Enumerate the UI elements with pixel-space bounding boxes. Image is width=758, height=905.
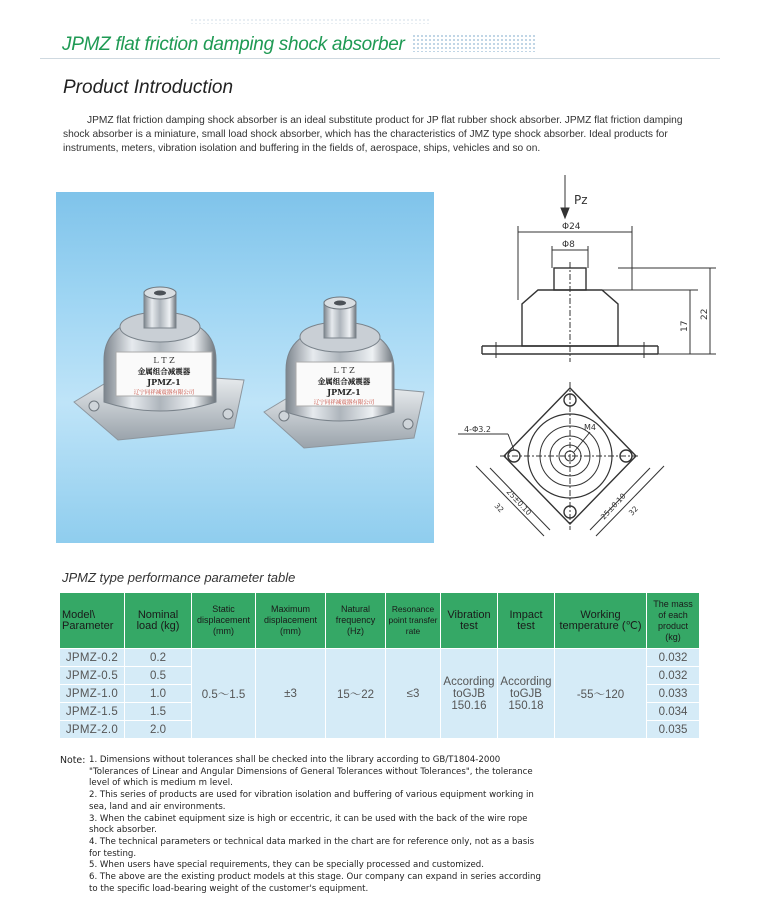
header-nominal-load: Nominal load (kg) xyxy=(125,593,192,649)
cell-transfer-rate: ≤3 xyxy=(386,649,441,739)
header-decoration-faint xyxy=(190,18,430,24)
cell-model: JPMZ-0.2 xyxy=(60,649,125,667)
section-title-product-introduction: Product Introduction xyxy=(63,77,234,98)
photo-label-model-right: JPMZ-1 xyxy=(327,387,361,397)
drawing-dia-outer: Φ24 xyxy=(562,222,581,232)
header-static-displacement: Static displacement (mm) xyxy=(192,593,256,649)
notes-label: Note: xyxy=(60,755,86,766)
performance-parameter-table xyxy=(59,592,700,739)
cell-model: JPMZ-1.5 xyxy=(60,703,125,721)
cell-temperature: -55～120 xyxy=(555,649,647,739)
shock-absorber-photo-illustration xyxy=(56,192,434,543)
drawing-pitch-right: 25±0.10 xyxy=(598,491,628,522)
cell-model: JPMZ-0.5 xyxy=(60,667,125,685)
photo-label-maker-right: 辽宁同祥减震器有限公司 xyxy=(313,400,375,406)
note-line: to the specific load-bearing weight of the customer's equipment. xyxy=(89,883,369,894)
note-line: "Tolerances of Linear and Angular Dimensions of General Tolerances without Tolerances", the tolerance xyxy=(89,766,533,777)
photo-label-model-left: JPMZ-1 xyxy=(147,377,181,387)
header-decoration-dots xyxy=(412,34,536,52)
table-header-row xyxy=(60,593,700,649)
header-working-temperature: Working temperature (℃) xyxy=(555,593,647,649)
cell-max-displacement: ±3 xyxy=(256,649,326,739)
drawing-height-body: 17 xyxy=(680,320,690,332)
cell-mass: 0.034 xyxy=(647,703,700,721)
cell-mass: 0.032 xyxy=(647,649,700,667)
header-impact-test: Impact test xyxy=(498,593,555,649)
cell-model: JPMZ-1.0 xyxy=(60,685,125,703)
cell-mass: 0.035 xyxy=(647,721,700,739)
cell-mass: 0.032 xyxy=(647,667,700,685)
intro-paragraph: JPMZ flat friction damping shock absorber is an ideal substitute product for JP flat rubber shock absorber. JPMZ flat friction damping shock absorber is a miniature, small load shock absorber, which has the characteristics of JMZ type shock absorber. Ideal products for instruments, meters, vibration isolation and buffering in the fields of, aerospace, ships, vehicles and so on. xyxy=(63,115,683,154)
cell-impact-test: According toGJB 150.18 xyxy=(498,649,555,739)
note-line: 1. Dimensions without tolerances shall be checked into the library according to GB/T1804-2000 xyxy=(89,755,501,765)
cell-mass: 0.033 xyxy=(647,685,700,703)
page-title: JPMZ flat friction damping shock absorber xyxy=(62,34,405,55)
note-line: 5. When users have special requirements, they can be specially processed and customized. xyxy=(89,860,484,871)
drawing-dia-inner: Φ8 xyxy=(562,240,575,250)
cell-model: JPMZ-2.0 xyxy=(60,721,125,739)
header-max-displacement: Maximum displacement (mm) xyxy=(256,593,326,649)
drawing-width-right: 32 xyxy=(626,504,640,518)
product-photo xyxy=(56,192,434,543)
header-model: Model\ Parameter xyxy=(60,593,125,649)
cell-load: 2.0 xyxy=(125,721,192,739)
absorber-right xyxy=(264,297,424,448)
photo-label-line1-right: 金属组合减震器 xyxy=(317,377,371,386)
header-vibration-test: Vibration test xyxy=(441,593,498,649)
table-title: JPMZ type performance parameter table xyxy=(62,570,296,585)
note-line: level of which is medium m level. xyxy=(89,778,233,789)
header-divider xyxy=(40,58,720,59)
cell-load: 1.0 xyxy=(125,685,192,703)
notes-list xyxy=(89,755,589,895)
photo-label-brand-left: L T Z xyxy=(153,356,175,365)
cell-load: 1.5 xyxy=(125,703,192,721)
note-line: 6. The above are the existing product models at this stage. Our company can expand in series according xyxy=(89,872,541,883)
note-line: for testing. xyxy=(89,848,137,859)
absorber-left xyxy=(74,287,244,440)
drawing-thread-label: M4 xyxy=(584,423,596,432)
photo-label-line1-left: 金属组合减震器 xyxy=(137,367,191,376)
table-row xyxy=(60,649,700,667)
cell-static-displacement: 0.5～1.5 xyxy=(192,649,256,739)
cell-vibration-test: According toGJB 150.16 xyxy=(441,649,498,739)
drawing-height-total: 22 xyxy=(700,308,710,320)
header-product-mass: The mass of each product (kg) xyxy=(647,593,700,649)
cell-load: 0.5 xyxy=(125,667,192,685)
technical-drawing xyxy=(450,170,730,550)
cell-natural-frequency: 15～22 xyxy=(326,649,386,739)
note-line: sea, land and air environments. xyxy=(89,801,226,812)
note-line: 4. The technical parameters or technical data marked in the chart are for reference only, not as a basis xyxy=(89,836,535,847)
header-natural-frequency: Natural frequency (Hz) xyxy=(326,593,386,649)
note-line: 3. When the cabinet equipment size is high or eccentric, it can be used with the back of the wire rope xyxy=(89,813,528,824)
photo-label-maker-left: 辽宁同祥减震器有限公司 xyxy=(133,390,195,396)
drawing-pitch-left: 25±0.10 xyxy=(504,487,534,518)
drawing-width-left: 32 xyxy=(492,501,506,515)
drawing-holes-label: 4-Φ3.2 xyxy=(464,425,491,434)
drawing-force-label: Pz xyxy=(574,193,588,207)
photo-label-brand-right: L T Z xyxy=(333,366,355,375)
note-line: 2. This series of products are used for vibration isolation and buffering of various equipment working in xyxy=(89,790,534,801)
header-transfer-rate: Resonance point transfer rate xyxy=(386,593,441,649)
cell-load: 0.2 xyxy=(125,649,192,667)
note-line: shock absorber. xyxy=(89,825,157,836)
